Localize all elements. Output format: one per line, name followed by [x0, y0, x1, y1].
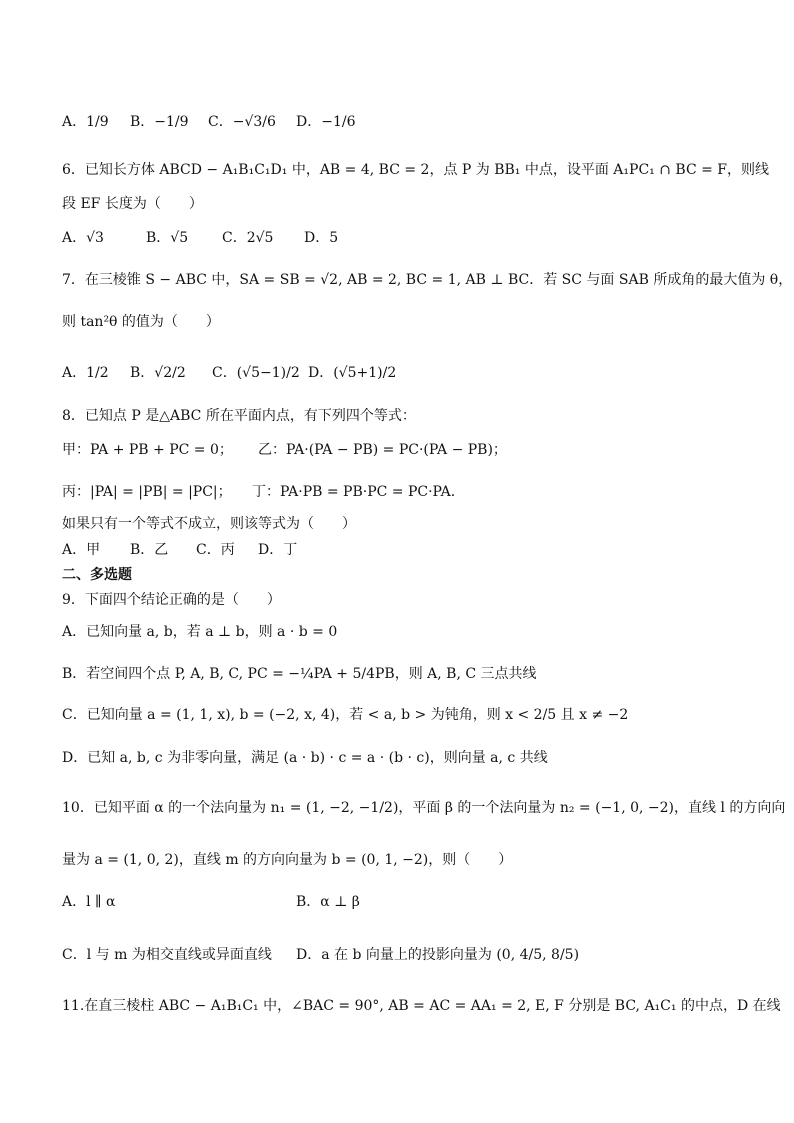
q8-statement-ding: 丁：PA·PB = PB·PC = PC·PA．	[252, 484, 465, 500]
q8-statement-yi: 乙：PA·(PA − PB) = PC·(PA − PB)；	[258, 442, 507, 458]
q8-question: 如果只有一个等式不成立，则该等式为（ ）	[62, 516, 356, 532]
q8-option-b: B．乙	[130, 542, 169, 558]
q5-option-b: B．−1/9	[130, 114, 189, 130]
q6-option-d: D．5	[304, 230, 339, 246]
q8-statement-bing: 丙：|PA| = |PB| = |PC|；	[62, 484, 232, 500]
q6-option-b: B．√5	[146, 230, 189, 246]
q6-stem-line1: 6．已知长方体 ABCD − A₁B₁C₁D₁ 中，AB = 4, BC = 2，点 P 为 BB₁ 中点，设平面 A₁PC₁ ∩ BC = F，则线	[62, 162, 770, 178]
q9-option-c: C．已知向量 a = (1, 1, x), b = (−2, x, 4)，若 < a, b > 为钝角，则 x < 2/5 且 x ≠ −2	[62, 707, 629, 723]
q8-option-d: D．丁	[258, 542, 298, 558]
q8-option-a: A．甲	[62, 542, 101, 558]
q10-option-c: C．l 与 m 为相交直线或异面直线	[62, 947, 272, 963]
q5-option-a: A．1/9	[62, 114, 109, 130]
q10-option-b: B．α ⊥ β	[296, 894, 360, 910]
q9-option-d: D．已知 a, b, c 为非零向量，满足 (a · b) · c = a · (b · c)，则向量 a, c 共线	[62, 750, 548, 766]
q8-option-c: C．丙	[196, 542, 235, 558]
q10-stem-line1: 10．已知平面 α 的一个法向量为 n₁ = (1, −2, −1/2)，平面 β 的一个法向量为 n₂ = (−1, 0, −2)，直线 l 的方向向	[62, 800, 786, 816]
q10-option-d: D．a 在 b 向量上的投影向量为 (0, 4/5, 8/5)	[296, 947, 580, 963]
q10-option-a: A．l ∥ α	[62, 894, 116, 910]
q7-stem-line1: 7．在三棱锥 S − ABC 中，SA = SB = √2, AB = 2, BC = 1, AB ⊥ BC．若 SC 与面 SAB 所成角的最大值为 θ，	[62, 272, 793, 288]
q9-stem: 9．下面四个结论正确的是（ ）	[62, 592, 281, 608]
q8-stem-line1: 8．已知点 P 是△ABC 所在平面内点，有下列四个等式：	[62, 408, 416, 424]
q7-stem-line2: 则 tan²θ 的值为（ ）	[62, 314, 220, 330]
q7-option-d: D．(√5+1)/2	[308, 365, 397, 381]
q5-option-d: D．−1/6	[296, 114, 356, 130]
q9-option-b: B．若空间四个点 P, A, B, C, PC = −¼PA + 5/4PB，则 A, B, C 三点共线	[62, 666, 537, 682]
q10-stem-line2: 量为 a = (1, 0, 2)，直线 m 的方向向量为 b = (0, 1, −2)，则（ ）	[62, 852, 513, 868]
q7-option-b: B．√2/2	[130, 365, 186, 381]
q7-option-c: C．(√5−1)/2	[212, 365, 300, 381]
section-heading-multi-choice: 二、多选题	[62, 567, 132, 583]
q8-statement-jia: 甲：PA + PB + PC = 0；	[62, 442, 233, 458]
q11-stem-line1: 11.在直三棱柱 ABC − A₁B₁C₁ 中，∠BAC = 90°, AB = AC = AA₁ = 2, E, F 分别是 BC, A₁C₁ 的中点，D 在线	[62, 998, 781, 1014]
q5-option-c: C．−√3/6	[208, 114, 276, 130]
q6-option-a: A．√3	[62, 230, 104, 246]
q6-stem-line2: 段 EF 长度为（ ）	[62, 196, 203, 212]
q6-option-c: C．2√5	[222, 230, 274, 246]
q7-option-a: A．1/2	[62, 365, 109, 381]
q9-option-a: A．已知向量 a, b，若 a ⊥ b，则 a · b = 0	[62, 624, 338, 640]
